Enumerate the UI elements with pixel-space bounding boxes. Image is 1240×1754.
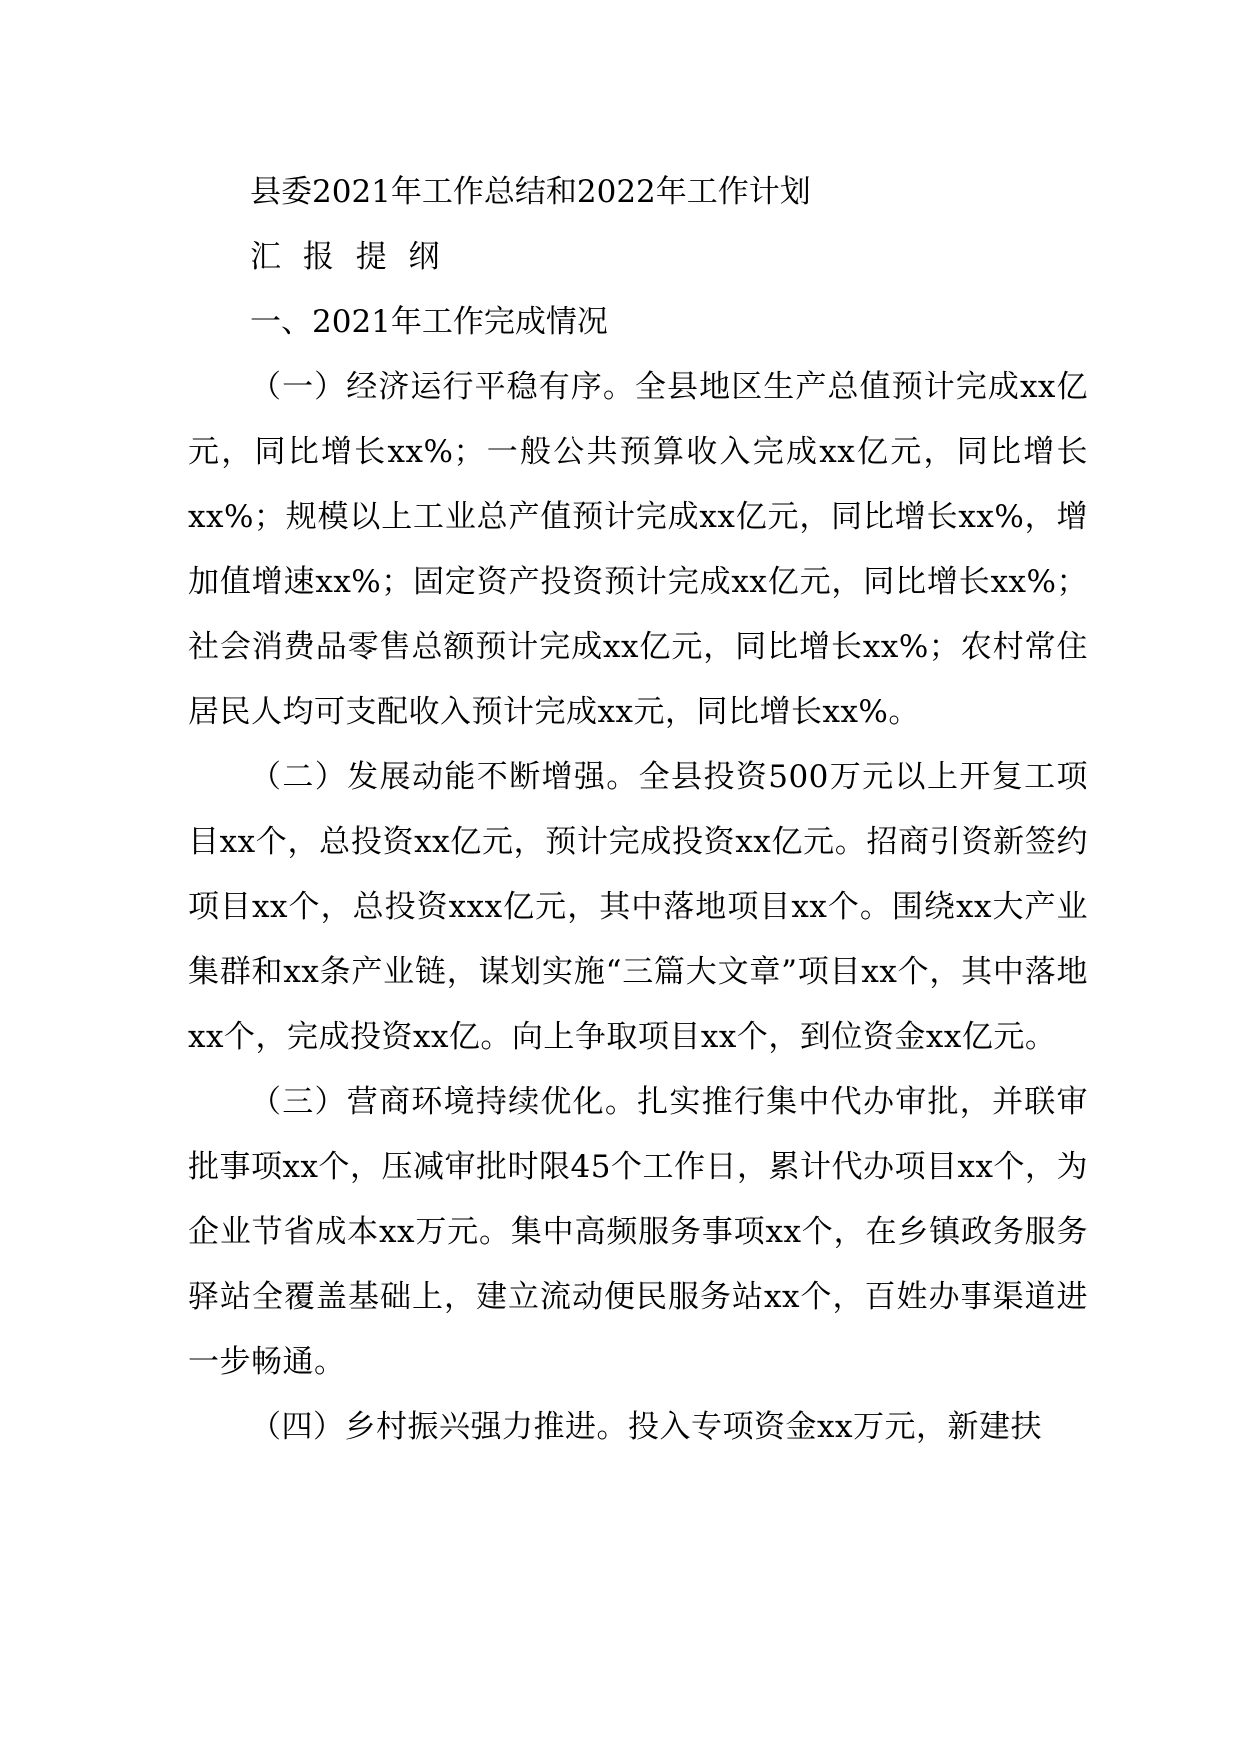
paragraph-rural-revitalization: （四）乡村振兴强力推进。投入专项资金xx万元，新建扶 — [250, 1409, 1042, 1445]
paragraph-development: （二）发展动能不断增强。全县投资500万元以上开复工项目xx个，总投资xx亿元，预计完成投资xx亿元。招商引资新签约项目xx个，总投资xxx亿元，其中落地项目xx个。围绕xx大产业集群和xx条产业链，谋划实施“三篇大文章”项目xx个，其中落地xx个，完成投资xx亿。向上争取项目xx个，到位资金xx亿元。 — [188, 759, 1088, 1055]
document-subtitle: 汇 报 提 纲 — [250, 239, 446, 275]
document-body — [188, 160, 1088, 1460]
section-heading: 一、2021年工作完成情况 — [250, 304, 608, 340]
document-title: 县委2021年工作总结和2022年工作计划 — [250, 174, 811, 210]
paragraph-economy: （一）经济运行平稳有序。全县地区生产总值预计完成xx亿元，同比增长xx%；一般公共预算收入完成xx亿元，同比增长xx%；规模以上工业总产值预计完成xx亿元，同比增长xx%，增加值增速xx%；固定资产投资预计完成xx亿元，同比增长xx%；社会消费品零售总额预计完成xx亿元，同比增长xx%；农村常住居民人均可支配收入预计完成xx元，同比增长xx%。 — [188, 369, 1088, 730]
paragraph-business-environment: （三）营商环境持续优化。扎实推行集中代办审批，并联审批事项xx个，压减审批时限45个工作日，累计代办项目xx个，为企业节省成本xx万元。集中高频服务事项xx个，在乡镇政务服务驿站全覆盖基础上，建立流动便民服务站xx个，百姓办事渠道进一步畅通。 — [188, 1084, 1088, 1380]
